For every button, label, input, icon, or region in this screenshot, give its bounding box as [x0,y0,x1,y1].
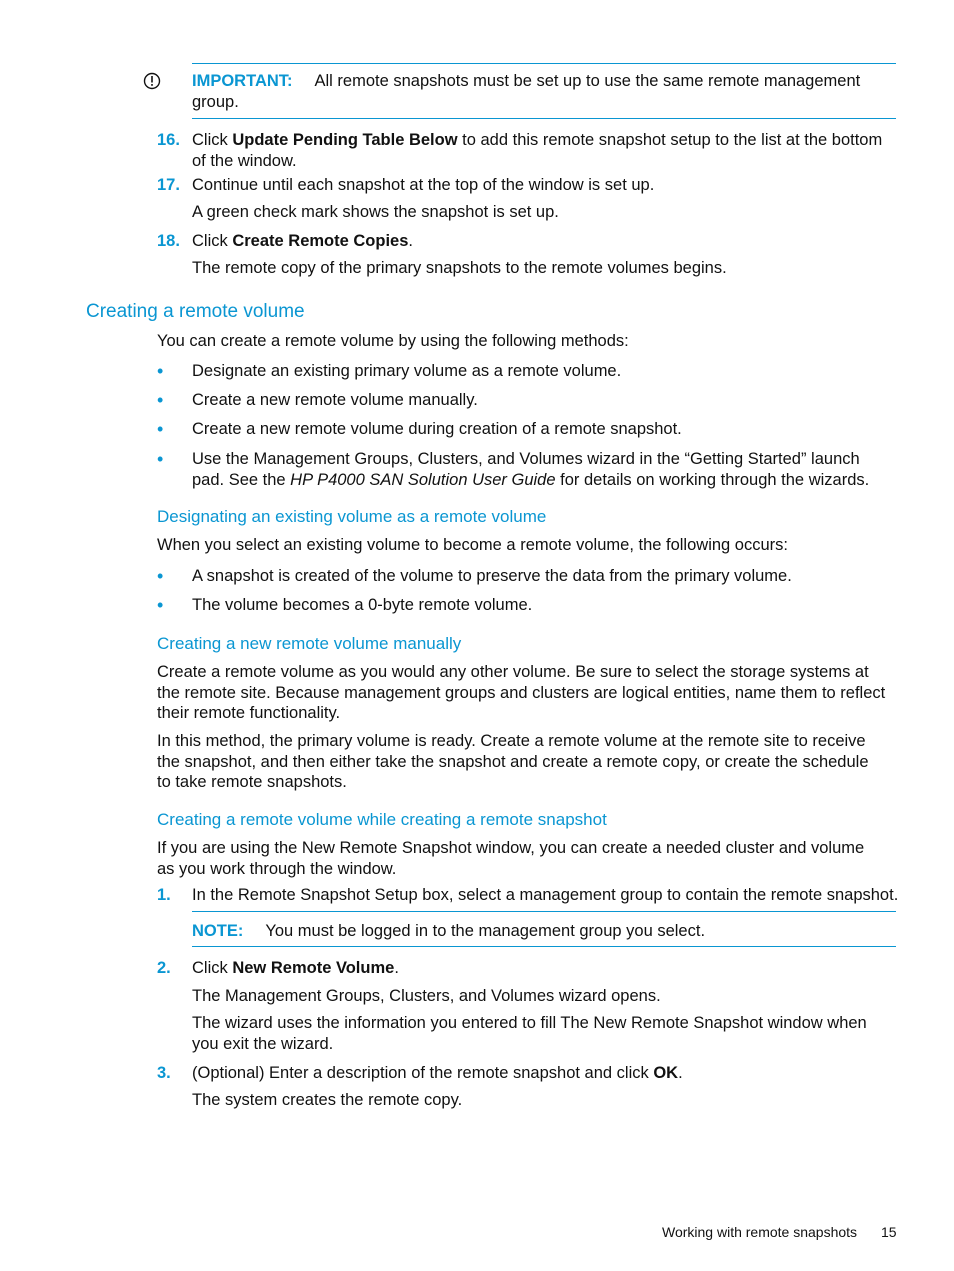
list-item: A snapshot is created of the volume to preserve the data from the primary volume. [192,567,792,585]
paragraph-line: the snapshot, and then either take the snapshot and create a remote copy, or create the schedule [157,753,869,771]
step-number: 1. [157,886,171,904]
step-text: Click [192,959,233,977]
paragraph-line: If you are using the New Remote Snapshot window, you can create a needed cluster and volume [157,839,865,857]
ui-term: Create Remote Copies [232,232,409,250]
ui-term: OK [653,1064,679,1082]
list-item: The volume becomes a 0-byte remote volume. [192,596,533,614]
note-text: You must be logged in to the management group you select. [265,922,706,940]
paragraph-line: their remote functionality. [157,704,341,722]
step-text: . [678,1064,683,1082]
subsection-heading-designate: Designating an existing volume as a remote volume [157,507,547,526]
paragraph-line: the remote site. Because management groups and clusters are logical entities, name them to reflect [157,684,886,702]
note-rule-top [192,911,896,912]
list-item-continued [192,470,869,490]
bullet-icon: • [157,595,164,615]
step-2-text [192,958,399,978]
bullet-icon: • [157,566,164,586]
step-number: 2. [157,959,171,977]
step-text: Click [192,232,233,250]
bullet-icon: • [157,361,164,381]
list-item: Use the Management Groups, Clusters, and Volumes wizard in the “Getting Started” launch [192,450,860,468]
important-line-2: group. [192,93,239,111]
step-number: 17. [157,176,180,194]
step-number: 3. [157,1064,171,1082]
paragraph-line: In this method, the primary volume is ready. Create a remote volume at the remote site to receive [157,732,866,750]
step-2-sub-2: The wizard uses the information you entered to fill The New Remote Snapshot window when [192,1014,867,1032]
step-text: (Optional) Enter a description of the remote snapshot and click [192,1064,654,1082]
section-heading: Creating a remote volume [86,301,305,322]
bullet-icon: • [157,449,164,469]
step-text: . [394,959,399,977]
step-text: . [408,232,413,250]
list-item: Designate an existing primary volume as a remote volume. [192,362,622,380]
designate-intro: When you select an existing volume to become a remote volume, the following occurs: [157,536,788,554]
step-16-line-2: of the window. [192,152,297,170]
step-1-text: In the Remote Snapshot Setup box, select a management group to contain the remote snapshot. [192,886,899,904]
important-icon [143,72,161,95]
list-text: pad. See the [192,471,291,489]
step-3-text [192,1063,683,1083]
step-18-sub: The remote copy of the primary snapshots to the remote volumes begins. [192,259,727,277]
section-intro: You can create a remote volume by using the following methods: [157,332,629,350]
note [192,921,705,941]
ui-term: Update Pending Table Below [232,131,458,149]
footer-title: Working with remote snapshots [662,1224,858,1240]
important-label: IMPORTANT: [192,72,293,90]
subsection-heading-manual: Creating a new remote volume manually [157,634,462,653]
bullet-icon: • [157,419,164,439]
important-text: All remote snapshots must be set up to use the same remote management [314,72,861,90]
important-rule-bottom [192,118,896,119]
step-2-sub-2-cont: you exit the wizard. [192,1035,334,1053]
note-label: NOTE: [192,922,244,940]
guide-title: HP P4000 SAN Solution User Guide [290,471,556,489]
step-17-text: Continue until each snapshot at the top of the window is set up. [192,176,655,194]
step-number: 18. [157,232,180,250]
step-text: Click [192,131,233,149]
ui-term: New Remote Volume [232,959,395,977]
step-16-line-1 [192,130,882,150]
important-rule-top [192,63,896,64]
step-number: 16. [157,131,180,149]
list-item: Create a new remote volume during creation of a remote snapshot. [192,420,682,438]
step-18-text [192,231,413,251]
step-3-sub: The system creates the remote copy. [192,1091,463,1109]
paragraph-line: Create a remote volume as you would any other volume. Be sure to select the storage systems at [157,663,869,681]
list-item: Create a new remote volume manually. [192,391,478,409]
step-17-sub: A green check mark shows the snapshot is set up. [192,203,559,221]
paragraph-line: to take remote snapshots. [157,773,347,791]
important-line-1 [192,71,860,91]
page-number: 15 [881,1224,897,1240]
step-text: to add this remote snapshot setup to the list at the bottom [457,131,883,149]
subsection-heading-while: Creating a remote volume while creating a remote snapshot [157,810,607,829]
bullet-icon: • [157,390,164,410]
list-text: for details on working through the wizards. [555,471,870,489]
note-rule-bottom [192,946,896,947]
paragraph-line: as you work through the window. [157,860,397,878]
step-2-sub-1: The Management Groups, Clusters, and Volumes wizard opens. [192,987,661,1005]
